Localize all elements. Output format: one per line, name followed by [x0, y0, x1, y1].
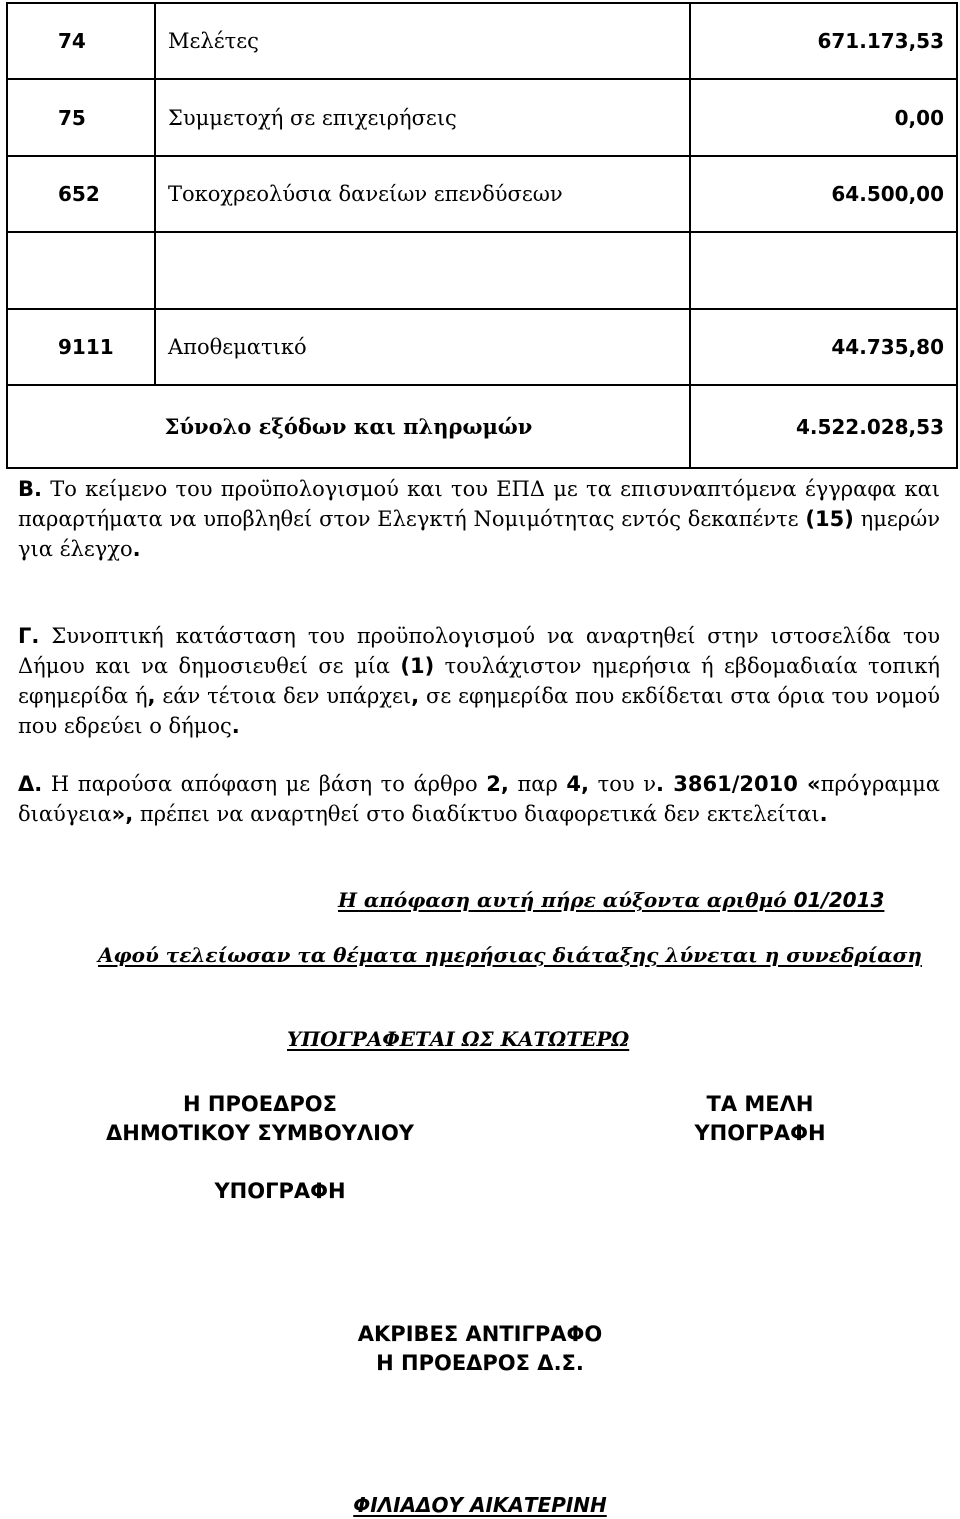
- paragraph-d-lead: Δ.: [18, 772, 43, 796]
- paragraph-g-end: .: [231, 714, 240, 738]
- paragraph-b-text: ημερών για έλεγχο: [18, 507, 940, 561]
- account-description: Αποθεματικό: [155, 309, 690, 385]
- paragraph-d-text: του ν: [589, 772, 657, 796]
- paragraph-d-end: .: [819, 802, 828, 826]
- paragraph-b-text: Το κείμενο του προϋπολογισμού και του ΕΠΔ με τα επισυναπτόμενα έγγραφα και παραρτήματα να υποβληθεί στον Ελεγκτή Νομιμότητας εντός δεκαπέντε: [18, 477, 940, 531]
- account-code: 652: [7, 156, 155, 232]
- account-code: 74: [7, 3, 155, 79]
- account-code: [7, 232, 155, 308]
- president-signature: ΥΠΟΓΡΑΦΗ: [214, 1179, 346, 1203]
- total-label: Σύνολο εξόδων και πληρωμών: [7, 385, 690, 468]
- account-code: 75: [7, 79, 155, 155]
- paragraph-b: [18, 474, 940, 564]
- signature-heading: ΥΠΟΓΡΑΦΕΤΑΙ ΩΣ ΚΑΤΩΤΕΡΩ: [287, 1027, 630, 1051]
- budget-table: [6, 2, 958, 469]
- table-row: [7, 79, 957, 155]
- decision-text: Η απόφαση αυτή πήρε αύξοντα αριθμό: [338, 888, 794, 912]
- closing-line: Αφού τελείωσαν τα θέματα ημερήσιας διάταξης λύνεται η συνεδρίαση: [98, 943, 922, 967]
- table-row: [7, 156, 957, 232]
- account-amount: 44.735,80: [690, 309, 957, 385]
- paragraph-b-number: (15): [805, 507, 854, 531]
- account-amount: 64.500,00: [690, 156, 957, 232]
- paragraph-g-lead: Γ.: [18, 624, 40, 648]
- account-description: Τοκοχρεολύσια δανείων επενδύσεων: [155, 156, 690, 232]
- account-description: [155, 232, 690, 308]
- paragraph-d-text: Η παρούσα απόφαση με βάση το άρθρο: [42, 772, 487, 796]
- paragraph-g-comma: ,: [147, 684, 156, 708]
- paragraph-d-text: παρ: [508, 772, 567, 796]
- paragraph-d-law: . 3861/2010 «: [656, 772, 821, 796]
- table-row-empty: [7, 232, 957, 308]
- paragraph-b-lead: Β.: [18, 477, 42, 501]
- members-signature: ΥΠΟΓΡΑΦΗ: [694, 1121, 826, 1145]
- paragraph-d-quote: »,: [111, 802, 134, 826]
- account-amount: 0,00: [690, 79, 957, 155]
- president-title: Η ΠΡΟΕΔΡΟΣ: [183, 1092, 337, 1116]
- paragraph-g-text: σε εφημερίδα που εκδίδεται στα όρια του νομού που εδρεύει ο δήμος: [18, 684, 940, 738]
- true-copy-label: ΑΚΡΙΒΕΣ ΑΝΤΙΓΡΑΦΟ: [357, 1322, 603, 1346]
- account-code: 9111: [7, 309, 155, 385]
- president-council-title: ΔΗΜΟΤΙΚΟΥ ΣΥΜΒΟΥΛΙΟΥ: [106, 1121, 414, 1145]
- total-amount: 4.522.028,53: [690, 385, 957, 468]
- paragraph-d: [18, 769, 940, 829]
- paragraph-g-number: (1): [400, 654, 435, 678]
- decision-number: 01/2013: [793, 888, 885, 912]
- account-amount: 671.173,53: [690, 3, 957, 79]
- decision-number-line: [338, 888, 884, 912]
- paragraph-d-text: πρόγραμμα διαύγεια: [18, 772, 940, 826]
- paragraph-g-text: εάν τέτοια δεν υπάρχει: [155, 684, 412, 708]
- true-copy-president: Η ΠΡΟΕΔΡΟΣ Δ.Σ.: [376, 1351, 584, 1375]
- total-row: [7, 385, 957, 468]
- president-name: ΦΙΛΙΑΔΟΥ ΑΙΚΑΤΕΡΙΝΗ: [353, 1493, 607, 1517]
- paragraph-b-end: .: [132, 537, 141, 561]
- paragraph-d-text: πρέπει να αναρτηθεί στο διαδίκτυο διαφορετικά δεν εκτελείται: [133, 802, 820, 826]
- members-title: ΤΑ ΜΕΛΗ: [706, 1092, 814, 1116]
- account-description: Συμμετοχή σε επιχειρήσεις: [155, 79, 690, 155]
- account-description: Μελέτες: [155, 3, 690, 79]
- paragraph-d-number: 4,: [566, 772, 590, 796]
- paragraph-d-number: 2,: [486, 772, 509, 796]
- paragraph-g-text: τουλάχιστον ημερήσια ή εβδομαδιαία τοπική εφημερίδα ή: [18, 654, 940, 708]
- paragraph-g: [18, 621, 940, 741]
- table-row: [7, 309, 957, 385]
- paragraph-g-comma: ,: [411, 684, 420, 708]
- table-row: [7, 3, 957, 79]
- paragraph-g-text: Συνοπτική κατάσταση του προϋπολογισμού να αναρτηθεί στην ιστοσελίδα του Δήμου και να δημοσιευθεί σε μία: [18, 624, 940, 678]
- account-amount: [690, 232, 957, 308]
